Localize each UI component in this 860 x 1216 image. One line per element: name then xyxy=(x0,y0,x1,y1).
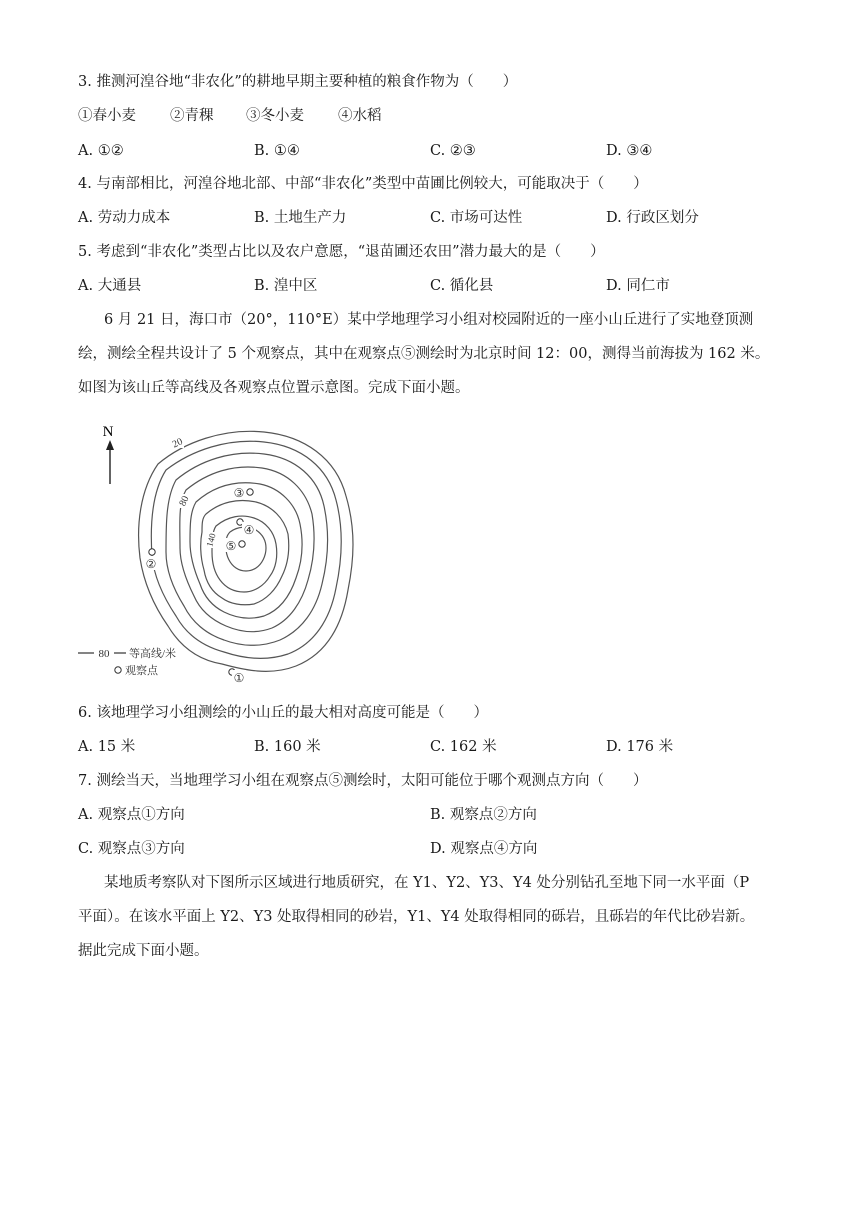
q5-option-d: D. 同仁市 xyxy=(606,278,670,294)
q5-option-a: A. 大通县 xyxy=(78,278,142,294)
q3-option-b: B. ①④ xyxy=(254,143,300,159)
legend-point-icon xyxy=(115,667,121,673)
q6-stem: 6. 该地理学习小组测绘的小山丘的最大相对高度可能是（ ） xyxy=(78,705,488,721)
q3-option-a: A. ①② xyxy=(78,143,124,159)
north-label: N xyxy=(102,424,114,440)
q3-item-1: ①春小麦 xyxy=(78,108,136,124)
map-legend xyxy=(78,646,176,677)
point-label-4: ④ xyxy=(243,523,255,537)
observation-point-5-icon xyxy=(239,541,245,547)
passage2-line-2: 平面）。在该水平面上 Y2、Y3 处取得相同的砂岩，Y1、Y4 处取得相同的砾岩，且砾岩的年代比砂岩新。 xyxy=(78,909,755,925)
q7-option-a: A. 观察点①方向 xyxy=(78,807,185,823)
q6-option-a: A. 15 米 xyxy=(78,739,136,755)
passage2-line-1: 某地质考察队对下图所示区域进行地质研究，在 Y1、Y2、Y3、Y4 处分别钻孔至地下同一水平面（P xyxy=(104,875,750,891)
legend-contour-value: 80 xyxy=(98,648,110,660)
contour-line-100 xyxy=(190,483,302,618)
observation-point-2-icon xyxy=(149,549,155,555)
q3-option-d: D. ③④ xyxy=(606,143,653,159)
contour-label-20: 20 xyxy=(170,436,185,451)
q5-option-b: B. 湟中区 xyxy=(254,278,318,294)
q4-option-c: C. 市场可达性 xyxy=(430,210,523,226)
contour-map xyxy=(74,414,374,694)
observation-point-3-icon xyxy=(247,489,253,495)
q4-option-a: A. 劳动力成本 xyxy=(78,210,171,226)
point-label-2: ② xyxy=(145,557,157,571)
q4-option-b: B. 土地生产力 xyxy=(254,210,347,226)
q4-option-d: D. 行政区划分 xyxy=(606,210,699,226)
q3-stem: 3. 推测河湟谷地“非农化”的耕地早期主要种植的粮食作物为（ ） xyxy=(78,74,518,90)
point-label-1: ① xyxy=(233,671,245,685)
q6-option-b: B. 160 米 xyxy=(254,739,321,755)
q7-stem: 7. 测绘当天，当地理学习小组在观察点⑤测绘时，太阳可能位于哪个观测点方向（ ） xyxy=(78,773,648,789)
q6-option-c: C. 162 米 xyxy=(430,739,497,755)
q7-option-d: D. 观察点④方向 xyxy=(430,841,538,857)
q7-option-c: C. 观察点③方向 xyxy=(78,841,185,857)
contour-label-80: 80 xyxy=(177,494,192,509)
q5-option-c: C. 循化县 xyxy=(430,278,494,294)
point-label-5: ⑤ xyxy=(225,539,237,553)
passage1-line-2: 绘，测绘全程共设计了 5 个观察点，其中在观察点⑤测绘时为北京时间 12：00，测得当前海拔为 162 米。 xyxy=(78,346,770,362)
q5-stem: 5. 考虑到“非农化”类型占比以及农户意愿，“退苗圃还农田”潜力最大的是（ ） xyxy=(78,244,605,260)
q3-item-2: ②青稞 xyxy=(170,108,214,124)
q3-item-4: ④水稻 xyxy=(338,108,382,124)
point-label-3: ③ xyxy=(233,486,245,500)
passage1-line-3: 如图为该山丘等高线及各观察点位置示意图。完成下面小题。 xyxy=(78,380,470,396)
north-arrowhead-icon xyxy=(106,440,114,450)
passage2-line-3: 据此完成下面小题。 xyxy=(78,943,209,959)
legend-contour-text: 等高线/米 xyxy=(129,648,177,660)
q7-option-b: B. 观察点②方向 xyxy=(430,807,537,823)
legend-point-text: 观察点 xyxy=(125,665,158,677)
passage1-line-1: 6 月 21 日，海口市（20°，110°E）某中学地理学习小组对校园附近的一座小山丘进行了实地登顶测 xyxy=(104,312,754,328)
q6-option-d: D. 176 米 xyxy=(606,739,674,755)
contour-label-140: 140 xyxy=(204,532,218,548)
q3-option-c: C. ②③ xyxy=(430,143,476,159)
q3-item-3: ③冬小麦 xyxy=(246,108,304,124)
q4-stem: 4. 与南部相比，河湟谷地北部、中部“非农化”类型中苗圃比例较大，可能取决于（ ） xyxy=(78,176,648,192)
